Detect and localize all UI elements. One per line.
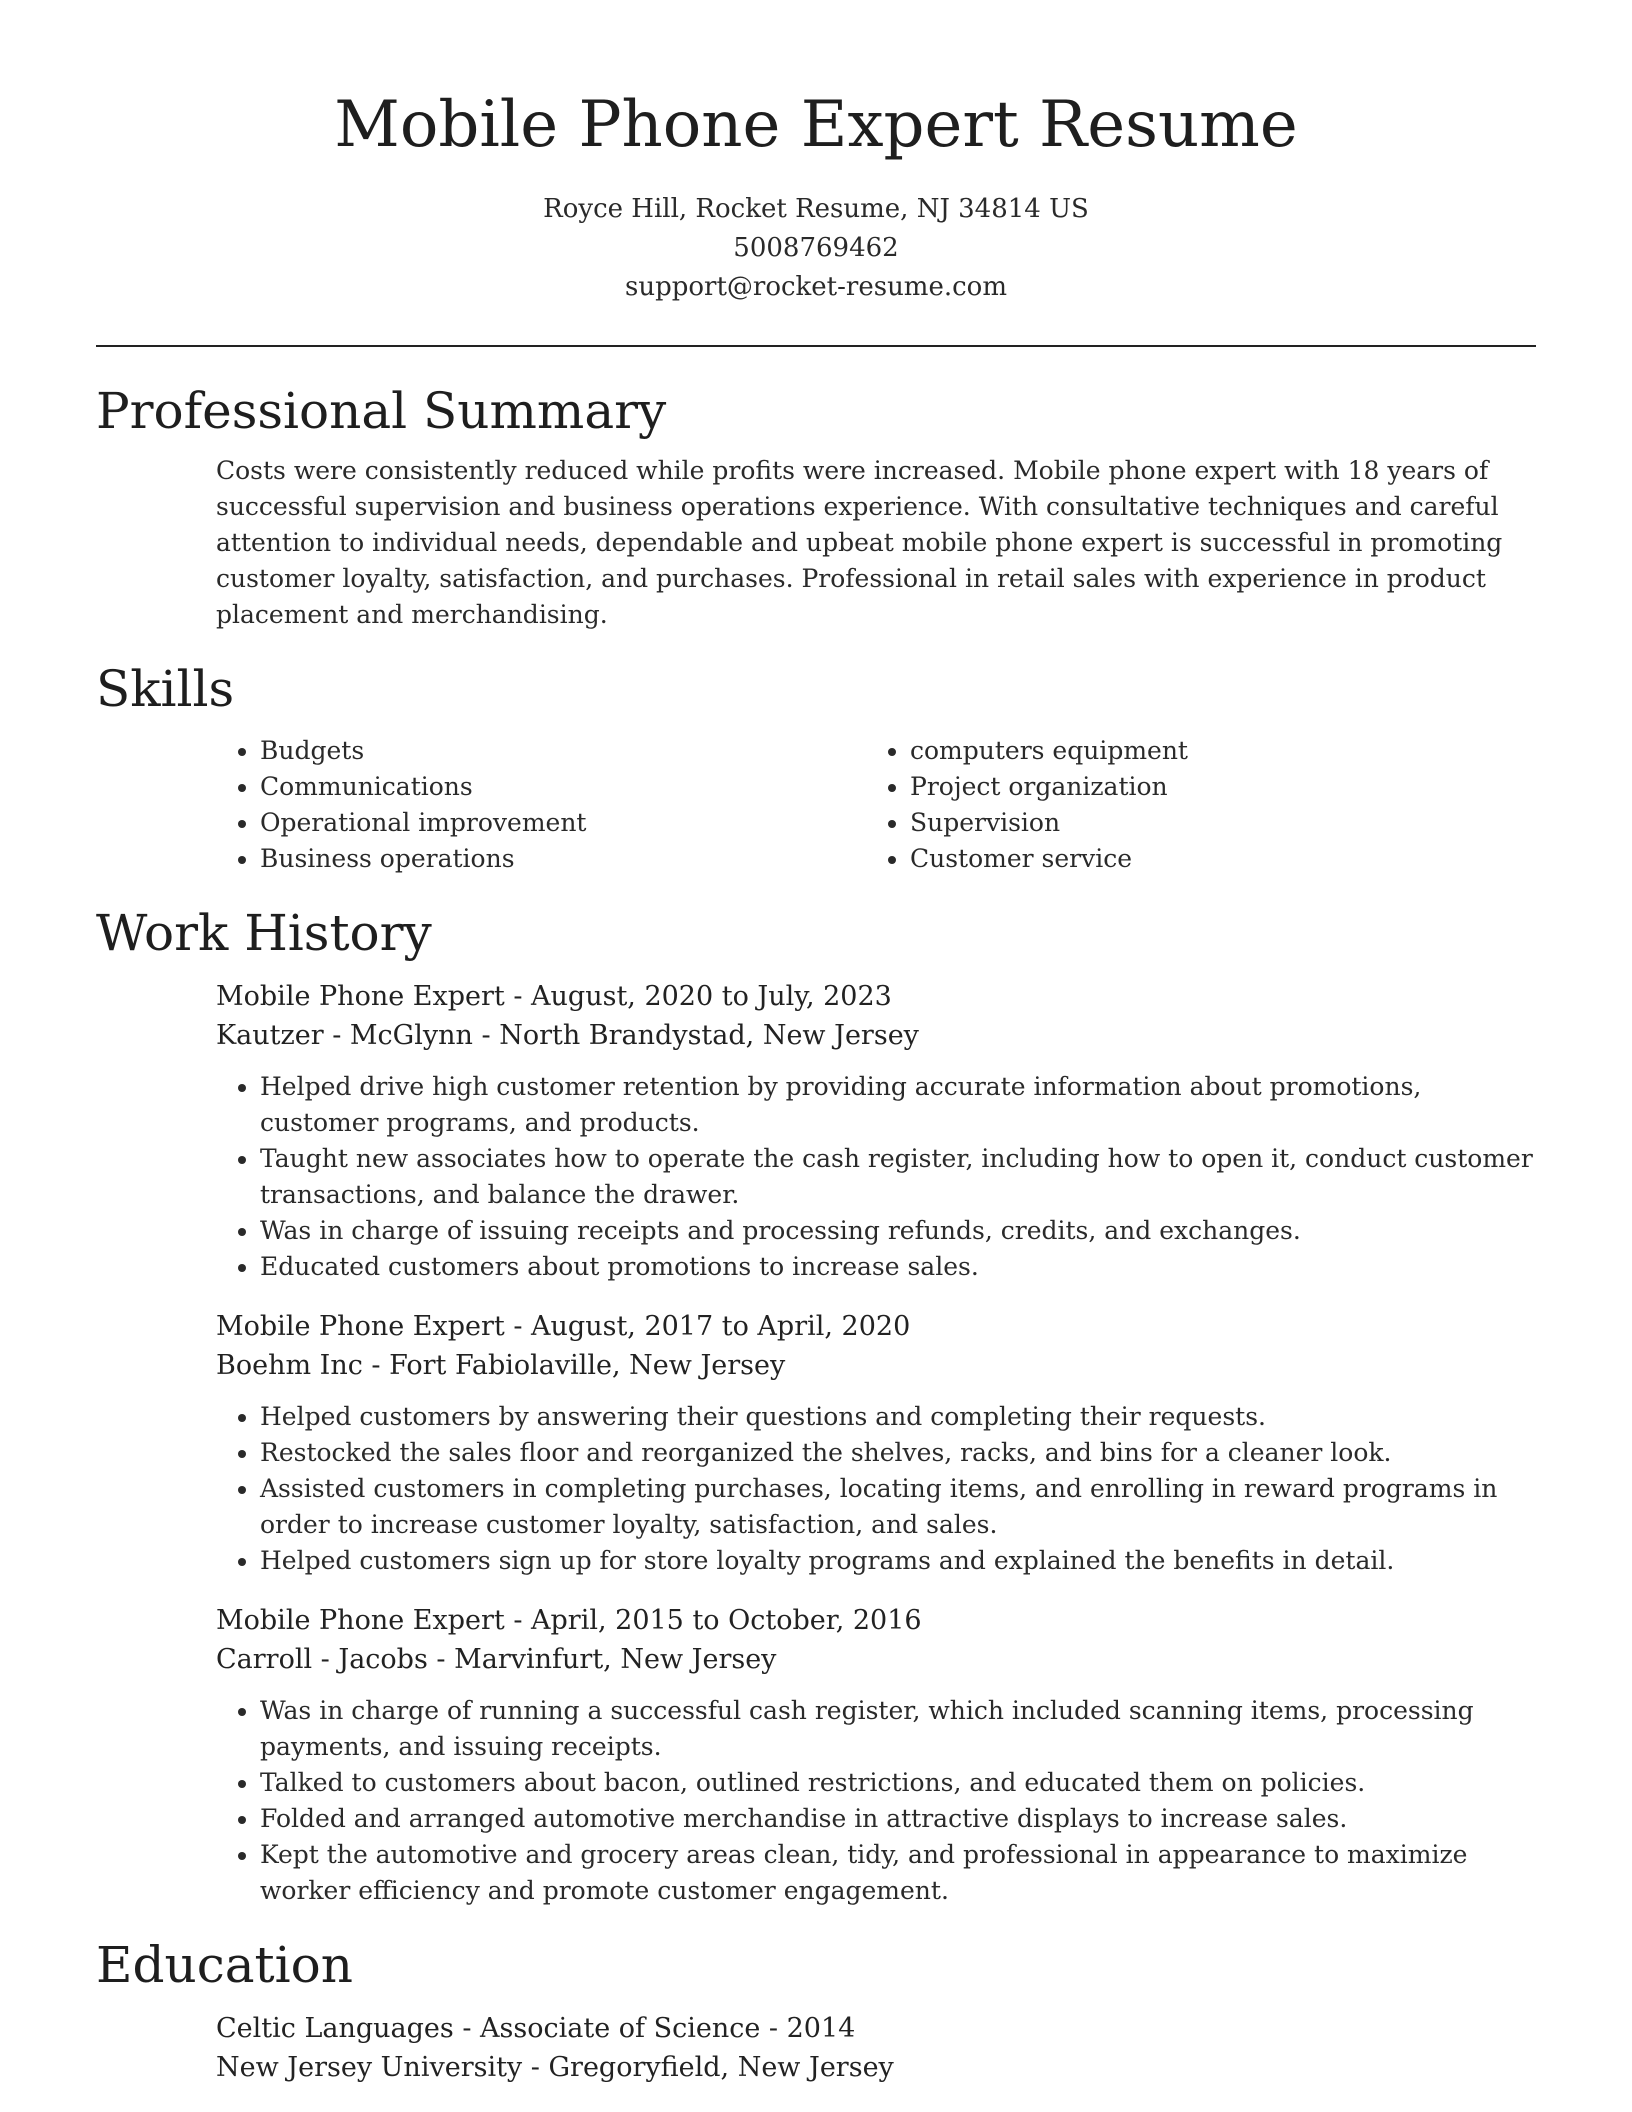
job-bullet: • Restocked the sales floor and reorganized the shelves, racks, and bins for a cleaner look.: [260, 1435, 1536, 1471]
resume-header: [96, 0, 1536, 307]
job-bullets: [216, 1399, 1536, 1579]
skill-item: • Budgets: [260, 733, 866, 769]
education-entry: [216, 2009, 1536, 2087]
professional-summary-section: [96, 381, 1536, 633]
skill-item: • Communications: [260, 769, 866, 805]
skills-list: [866, 733, 1516, 877]
job-company-location: Carroll - Jacobs - Marvinfurt, New Jersey: [216, 1644, 777, 1675]
job-bullet: • Educated customers about promotions to increase sales.: [260, 1249, 1536, 1285]
skills-section: [96, 659, 1536, 877]
header-divider: [96, 345, 1536, 347]
skill-item: • Business operations: [260, 841, 866, 877]
summary-paragraph: Costs were consistently reduced while profits were increased. Mobile phone expert with 18 years of successful supervision and business operations experience. With consultative techniques and careful attention to individual needs, dependable and upbeat mobile phone expert is successful in promoting customer loyalty, satisfaction, and purchases. Professional in retail sales with experience in product placement and merchandising.: [216, 456, 1503, 629]
job-entry: [216, 1601, 1536, 1909]
section-heading: Work History: [96, 904, 432, 962]
job-bullet: • Talked to customers about bacon, outlined restrictions, and educated them on policies.: [260, 1765, 1536, 1801]
job-bullet: • Was in charge of running a successful cash register, which included scanning items, processing payments, and issuing receipts.: [260, 1693, 1536, 1765]
job-bullet: • Helped customers sign up for store loyalty programs and explained the benefits in detail.: [260, 1543, 1536, 1579]
skill-item: • Project organization: [910, 769, 1516, 805]
job-bullet: • Helped customers by answering their questions and completing their requests.: [260, 1399, 1536, 1435]
section-heading: Professional Summary: [96, 382, 667, 440]
section-heading: Skills: [96, 660, 235, 718]
job-title-dates: Mobile Phone Expert - August, 2017 to April, 2020: [216, 1311, 911, 1342]
contact-email: support@rocket-resume.com: [624, 272, 1007, 302]
skill-item: • Customer service: [910, 841, 1516, 877]
contact-phone: 5008769462: [733, 233, 899, 263]
job-title-dates: Mobile Phone Expert - April, 2015 to October, 2016: [216, 1605, 922, 1636]
job-entry: [216, 977, 1536, 1285]
skill-item: • Operational improvement: [260, 805, 866, 841]
education-degree: Celtic Languages - Associate of Science - 2014: [216, 2013, 856, 2044]
skills-column-left: [216, 733, 866, 877]
section-heading: Education: [96, 1936, 353, 1994]
job-title-dates: Mobile Phone Expert - August, 2020 to July, 2023: [216, 981, 892, 1012]
education-section: [96, 1935, 1536, 2087]
skill-item: • Supervision: [910, 805, 1516, 841]
job-bullets: [216, 1069, 1536, 1285]
skills-list: [216, 733, 866, 877]
job-bullet: • Was in charge of issuing receipts and processing refunds, credits, and exchanges.: [260, 1213, 1536, 1249]
job-bullets: [216, 1693, 1536, 1909]
job-bullet: • Folded and arranged automotive merchandise in attractive displays to increase sales.: [260, 1801, 1536, 1837]
education-school: New Jersey University - Gregoryfield, New Jersey: [216, 2052, 894, 2083]
skills-grid: [216, 733, 1536, 877]
job-bullet: • Taught new associates how to operate the cash register, including how to open it, conduct customer transactions, and balance the drawer.: [260, 1141, 1536, 1213]
job-bullet: • Helped drive high customer retention by providing accurate information about promotions, customer programs, and products.: [260, 1069, 1536, 1141]
skill-item: • computers equipment: [910, 733, 1516, 769]
skills-column-right: [866, 733, 1516, 877]
job-bullet: • Assisted customers in completing purchases, locating items, and enrolling in reward programs in order to increase customer loyalty, satisfaction, and sales.: [260, 1471, 1536, 1543]
contact-address: Royce Hill, Rocket Resume, NJ 34814 US: [543, 194, 1089, 224]
jobs-list: [216, 977, 1536, 1909]
work-history-section: [96, 903, 1536, 1909]
job-company-location: Boehm Inc - Fort Fabiolaville, New Jersey: [216, 1350, 786, 1381]
job-bullet: • Kept the automotive and grocery areas clean, tidy, and professional in appearance to maximize worker efficiency and promote customer engagement.: [260, 1837, 1536, 1909]
job-company-location: Kautzer - McGlynn - North Brandystad, New Jersey: [216, 1020, 919, 1051]
resume-title: Mobile Phone Expert Resume: [334, 88, 1298, 162]
job-entry: [216, 1307, 1536, 1579]
